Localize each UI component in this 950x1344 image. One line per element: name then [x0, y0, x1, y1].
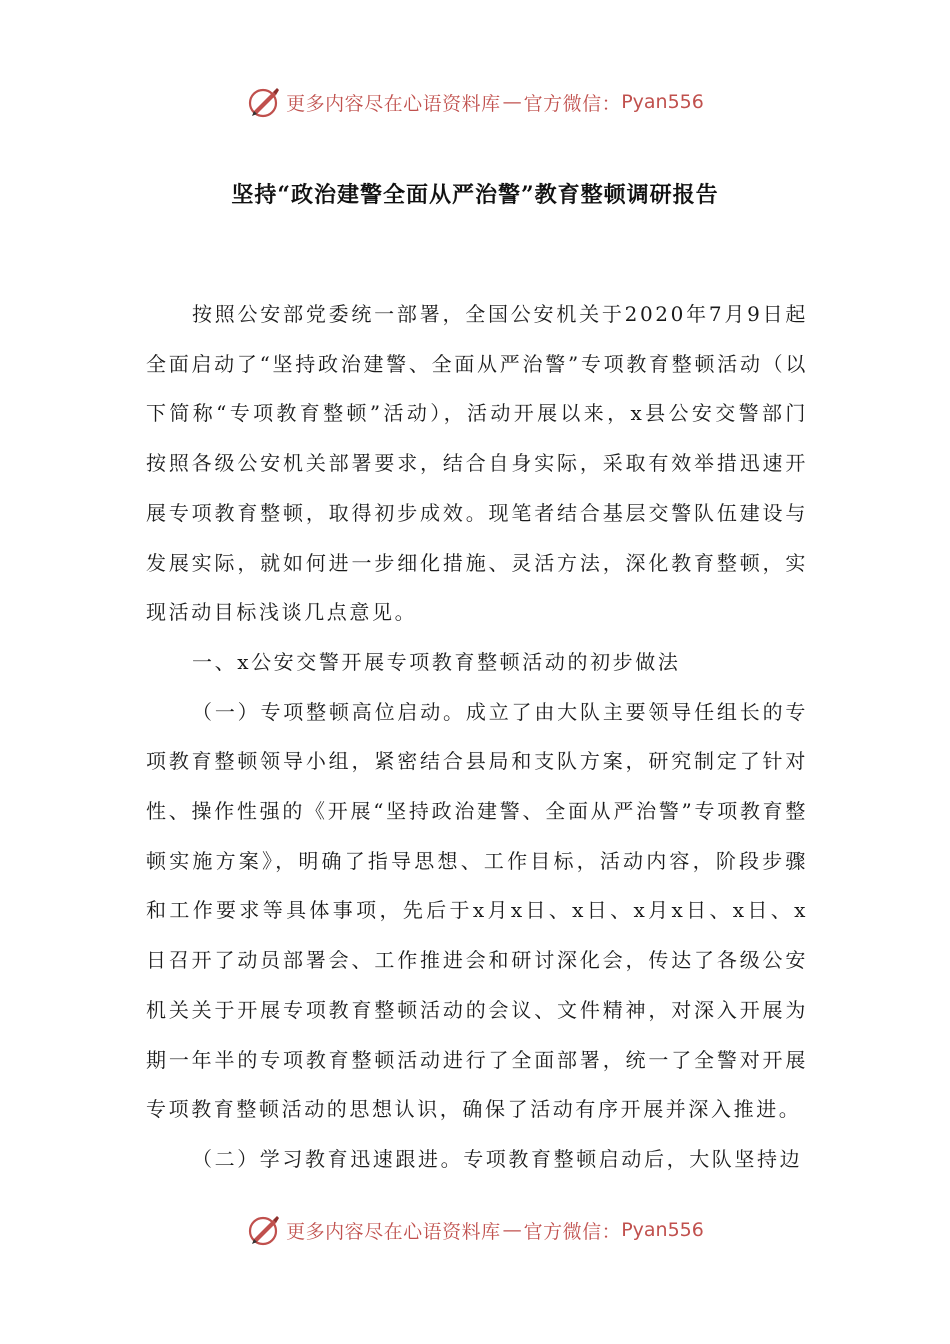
paragraph-subsection-1: （一）专项整顿高位启动。成立了由大队主要领导任组长的专项教育整顿领导小组，紧密结合县局和支队方案，研究制定了针对性、操作性强的《开展“坚持政治建警、全面从严治警”专项教育整顿实施方案》，明确了指导思想、工作目标，活动内容，阶段步骤和工作要求等具体事项，先后于x月x日、x日、x月x日、x日、x日召开了动员部署会、工作推进会和研讨深化会，传达了各级公安机关关于开展专项教育整顿活动的会议、文件精神，对深入开展为期一年半的专项教育整顿活动进行了全面部署，统一了全警对开展专项教育整顿活动的思想认识，确保了活动有序开展并深入推进。	[146, 699, 808, 1122]
watermark-handle: Pyan556	[621, 91, 704, 113]
pen-circle-icon	[246, 1212, 282, 1248]
section-heading: 一、x公安交警开展专项教育整顿活动的初步做法	[192, 649, 681, 674]
paragraph-subsection-2: （二）学习教育迅速跟进。专项教育整顿启动后，大队坚持边	[192, 1146, 803, 1171]
document-title: 坚持“政治建警全面从严治警”教育整顿调研报告	[231, 182, 719, 208]
footer-watermark	[0, 1210, 950, 1250]
document-body	[146, 290, 808, 1185]
header-watermark	[0, 82, 950, 122]
watermark-handle: Pyan556	[621, 1219, 704, 1241]
watermark-text: 更多内容尽在心语资料库	[286, 92, 501, 115]
watermark-separator: —	[502, 91, 522, 113]
watermark-label: 官方微信：	[523, 1220, 622, 1243]
pen-circle-icon	[246, 84, 282, 120]
watermark-separator: —	[502, 1219, 522, 1241]
watermark-label: 官方微信：	[523, 92, 622, 115]
paragraph-intro: 按照公安部党委统一部署，全国公安机关于2020年7月9日起全面启动了“坚持政治建警、全面从严治警”专项教育整顿活动（以下简称“专项教育整顿”活动），活动开展以来，x县公安交警部门按照各级公安机关部署要求，结合自身实际，采取有效举措迅速开展专项教育整顿，取得初步成效。现笔者结合基层交警队伍建设与发展实际，就如何进一步细化措施、灵活方法，深化教育整顿，实现活动目标浅谈几点意见。	[146, 302, 808, 625]
watermark-text: 更多内容尽在心语资料库	[286, 1220, 501, 1243]
